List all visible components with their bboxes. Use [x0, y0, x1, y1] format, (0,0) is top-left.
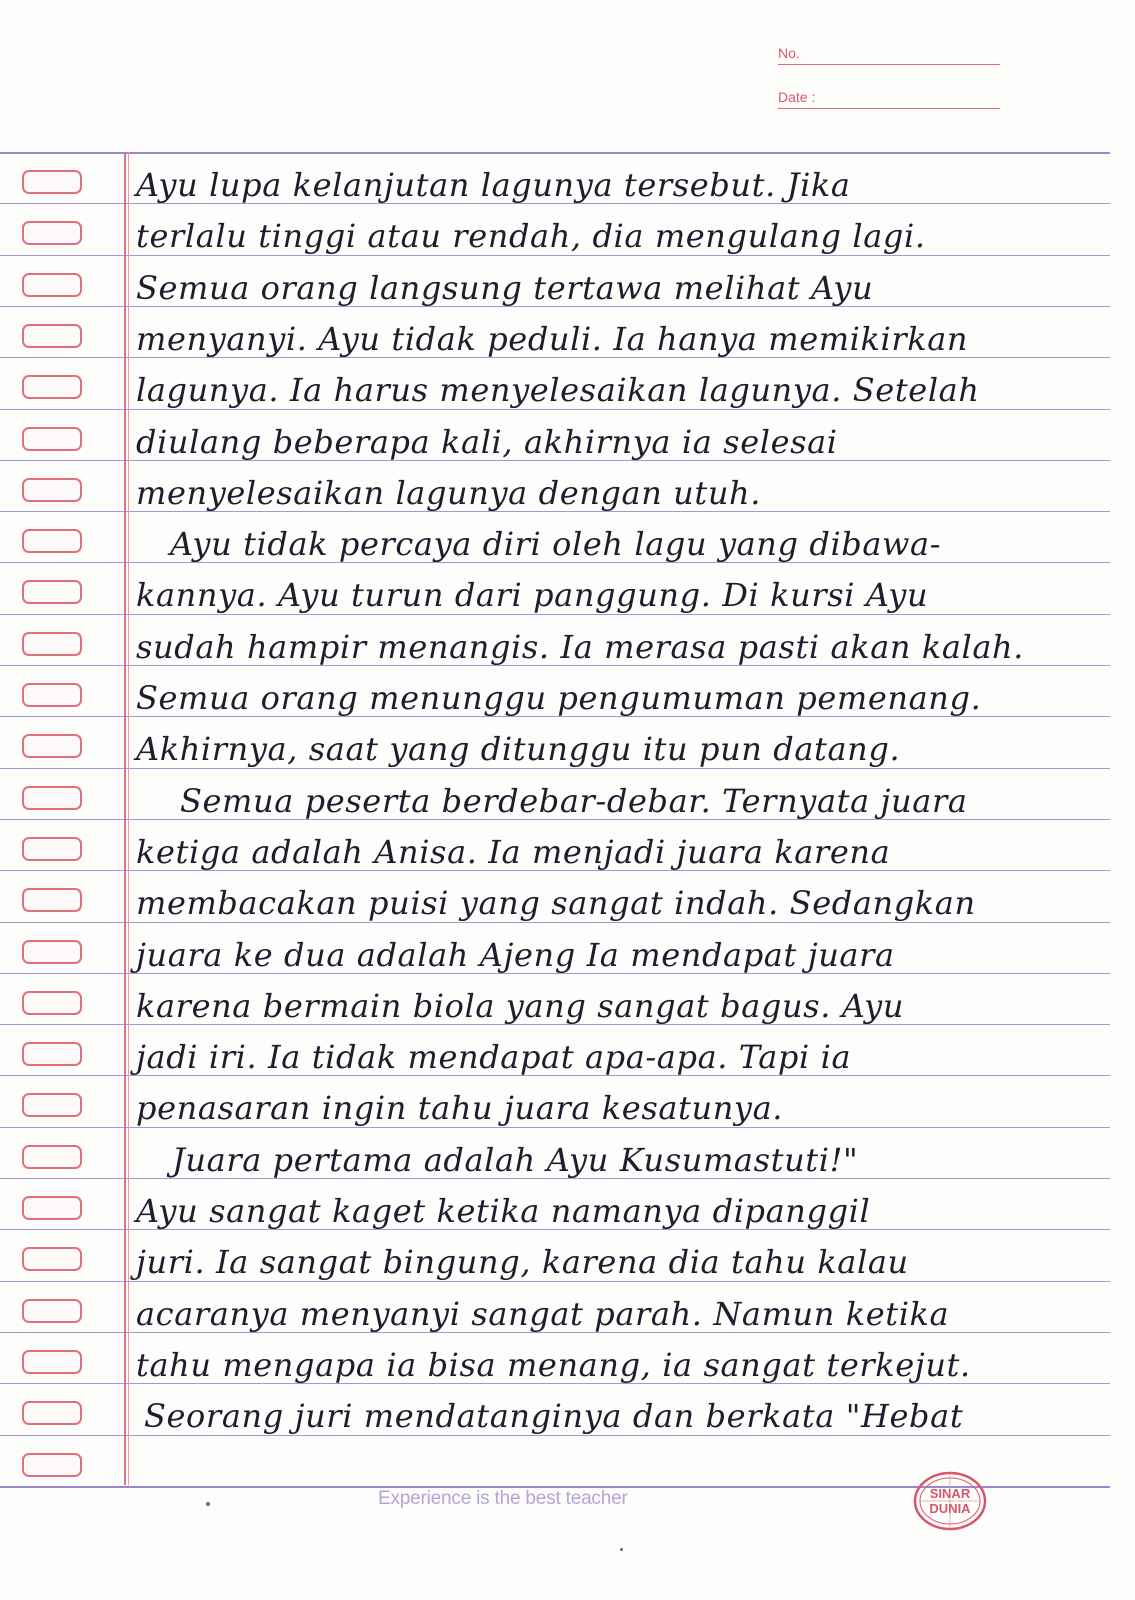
handwritten-line: jadi iri. Ia tidak mendapat apa-apa. Tapi ia: [136, 1038, 852, 1077]
handwritten-line: lagunya. Ia harus menyelesaikan lagunya. Setelah: [136, 371, 980, 410]
margin-box: [22, 1350, 82, 1374]
handwritten-line: Semua orang menunggu pengumuman pemenang.: [136, 679, 982, 717]
ruled-line: [0, 152, 1110, 154]
handwritten-line: karena bermain biola yang sangat bagus. Ayu: [136, 986, 905, 1025]
handwritten-line: penasaran ingin tahu juara kesatunya.: [136, 1089, 784, 1128]
handwritten-line: diulang beberapa kali, akhirnya ia selesai: [136, 422, 838, 461]
number-label: No.: [778, 45, 800, 61]
handwritten-line: juri. Ia sangat bingung, karena dia tahu kalau: [136, 1243, 909, 1282]
margin-box: [22, 221, 82, 245]
margin-box: [22, 1299, 82, 1323]
sinar-dunia-logo: [912, 1470, 988, 1532]
margin-box: [22, 683, 82, 707]
margin-line: [124, 152, 126, 1485]
handwritten-line: Akhirnya, saat yang ditunggu itu pun datang.: [136, 730, 901, 769]
margin-box: [22, 324, 82, 348]
footer-motto: Experience is the best teacher: [378, 1488, 628, 1509]
margin-box: [22, 1453, 82, 1477]
margin-box: [22, 170, 82, 194]
margin-box: [22, 1145, 82, 1169]
margin-box: [22, 632, 82, 656]
handwritten-line: terlalu tinggi atau rendah, dia mengulang lagi.: [136, 217, 926, 256]
handwritten-line: Ayu tidak percaya diri oleh lagu yang dibawa-: [170, 525, 942, 564]
logo-text-dunia: DUNIA: [929, 1501, 971, 1516]
date-label: Date :: [778, 89, 816, 105]
handwritten-line: juara ke dua adalah Ajeng Ia mendapat juara: [136, 935, 895, 974]
margin-box: [22, 786, 82, 810]
margin-box: [22, 580, 82, 604]
handwritten-line: menyanyi. Ayu tidak peduli. Ia hanya memikirkan: [136, 319, 969, 358]
handwritten-line: Semua orang langsung tertawa melihat Ayu: [136, 268, 874, 307]
margin-box: [22, 1401, 82, 1425]
logo-text-sinar: SINAR: [929, 1486, 971, 1501]
handwritten-line: membacakan puisi yang sangat indah. Sedangkan: [136, 884, 976, 923]
handwritten-line: acaranya menyanyi sangat parah. Namun ketika: [136, 1294, 950, 1333]
margin-box: [22, 375, 82, 399]
margin-box: [22, 1042, 82, 1066]
paper-speck: [206, 1502, 210, 1506]
margin-box: [22, 427, 82, 451]
margin-box: [22, 734, 82, 758]
margin-box: [22, 1247, 82, 1271]
margin-box: [22, 478, 82, 502]
margin-box: [22, 1093, 82, 1117]
margin-box: [22, 940, 82, 964]
handwritten-line: Ayu sangat kaget ketika namanya dipanggil: [136, 1192, 871, 1230]
margin-line-inner: [128, 152, 129, 1485]
margin-box: [22, 991, 82, 1015]
paper-speck: [620, 1548, 623, 1551]
handwritten-line: Semua peserta berdebar-debar. Ternyata juara: [180, 781, 968, 820]
handwritten-line: Ayu lupa kelanjutan lagunya tersebut. Jika: [136, 166, 851, 204]
margin-box: [22, 888, 82, 912]
handwritten-line: Juara pertama adalah Ayu Kusumastuti!": [172, 1140, 859, 1179]
handwritten-line: ketiga adalah Anisa. Ia menjadi juara karena: [136, 832, 891, 871]
margin-box: [22, 273, 82, 297]
handwritten-line: tahu mengapa ia bisa menang, ia sangat terkejut.: [136, 1345, 971, 1384]
margin-box: [22, 1196, 82, 1220]
handwritten-line: sudah hampir menangis. Ia merasa pasti akan kalah.: [136, 627, 1025, 666]
margin-box: [22, 837, 82, 861]
margin-box: [22, 529, 82, 553]
handwritten-line: kannya. Ayu turun dari panggung. Di kursi Ayu: [136, 576, 929, 615]
handwritten-line: Seorang juri mendatanginya dan berkata "Hebat: [144, 1397, 964, 1436]
handwritten-line: menyelesaikan lagunya dengan utuh.: [136, 473, 762, 512]
